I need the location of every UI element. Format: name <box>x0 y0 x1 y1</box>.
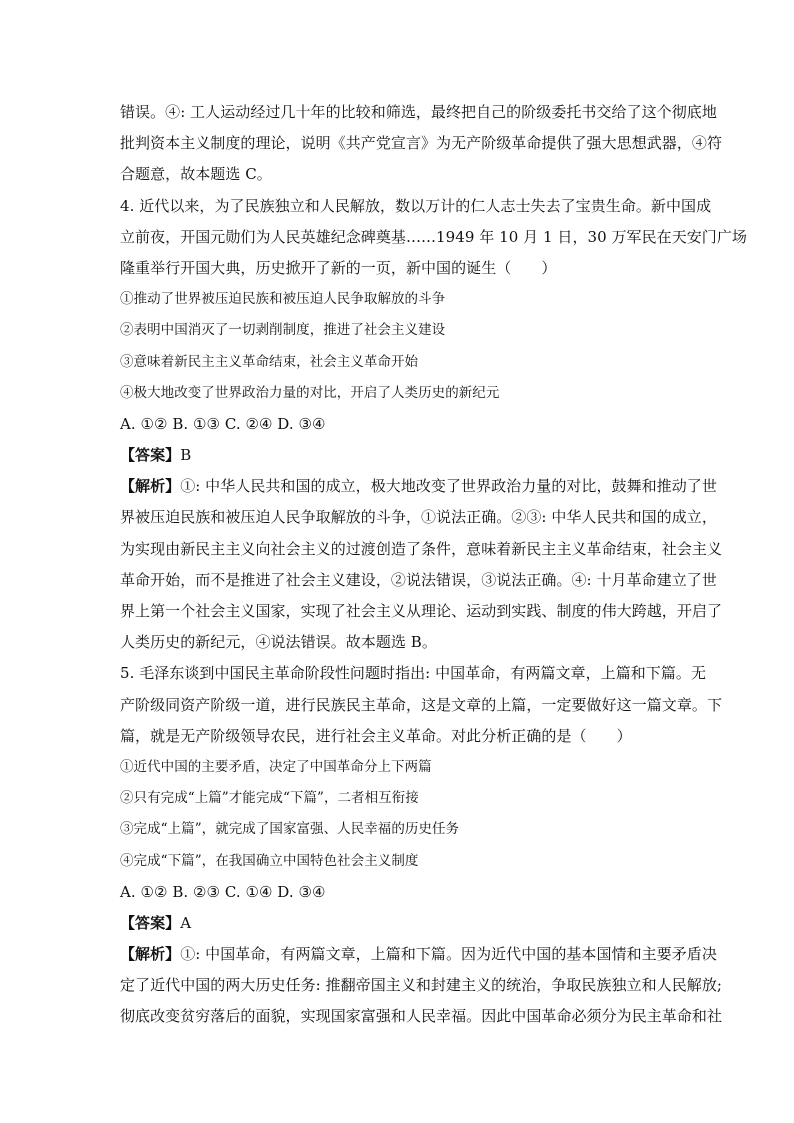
text-line: 界被压迫民族和被压迫人民争取解放的斗争，①说法正确。②③: 中华人民共和国的成立， <box>120 508 717 527</box>
question-4-option-3: ③意味着新民主主义革命结束，社会主义革命开始 <box>120 353 419 370</box>
question-4-option-4: ④极大地改变了世界政治力量的对比，开启了人类历史的新纪元 <box>120 384 500 401</box>
document-body <box>120 97 747 1033</box>
question-4-analysis: 【解析】①: 中华人民共和国的成立，极大地改变了世界政治力量的对比，鼓舞和推动了世 <box>120 477 717 496</box>
question-4-choices: A. ①② B. ①③ C. ②④ D. ③④ <box>120 414 326 433</box>
text-line: 隆重举行开国大典，历史掀开了新的一页，新中国的诞生（ ） <box>120 258 557 277</box>
question-5-option-3: ③完成“上篇”，就完成了国家富强、人民幸福的历史任务 <box>120 821 460 838</box>
question-5-option-4: ④完成“下篇”，在我国确立中国特色社会主义制度 <box>120 852 419 869</box>
question-5-answer: 【答案】A <box>120 913 192 932</box>
analysis-tag: 【解析】 <box>120 477 181 496</box>
question-4-option-2: ②表明中国消灭了一切剥削制度，推进了社会主义建设 <box>120 322 446 339</box>
analysis-tag: 【解析】 <box>120 945 181 964</box>
text-line: 彻底改变贫穷落后的面貌，实现国家富强和人民幸福。因此中国革命必须分为民主革命和社 <box>120 1007 723 1026</box>
answer-tag: 【答案】 <box>120 446 181 465</box>
question-5-option-1: ①近代中国的主要矛盾，决定了中国革命分上下两篇 <box>120 758 432 775</box>
question-5-stem: 5. 毛泽东谈到中国民主革命阶段性问题时指出: 中国革命，有两篇文章，上篇和下篇。无 <box>120 664 707 683</box>
text-line: 立前夜，开国元勋们为人民英雄纪念碑奠基……1949 年 10 月 1 日，30 万军民在天安门广场 <box>120 227 747 246</box>
text-line: 定了近代中国的两大历史任务: 推翻帝国主义和封建主义的统治，争取民族独立和人民解放; <box>120 976 722 995</box>
question-5-choices: A. ①② B. ②③ C. ①④ D. ③④ <box>120 882 326 901</box>
question-4-answer: 【答案】B <box>120 446 192 465</box>
text-line: 为实现由新民主主义向社会主义的过渡创造了条件，意味着新民主主义革命结束，社会主义 <box>120 539 723 558</box>
text-line: 错误。④: 工人运动经过几十年的比较和筛选，最终把自己的阶级委托书交给了这个彻底地 <box>120 103 717 121</box>
text-line: 人类历史的新纪元，④说法错误。故本题选 B。 <box>120 633 437 652</box>
text-line: 革命开始，而不是推进了社会主义建设，②说法错误，③说法正确。④: 十月革命建立了世 <box>120 570 717 589</box>
text-line: 篇，就是无产阶级领导农民，进行社会主义革命。对此分析正确的是（ ） <box>120 726 632 745</box>
text-line: 合题意，故本题选 C。 <box>120 165 272 184</box>
text-line: 界上第一个社会主义国家，实现了社会主义从理论、运动到实践、制度的伟大跨越，开启了 <box>120 602 723 620</box>
question-5-option-2: ②只有完成“上篇”才能完成“下篇”，二者相互衔接 <box>120 790 419 807</box>
answer-tag: 【答案】 <box>120 913 181 932</box>
question-4-stem: 4. 近代以来，为了民族独立和人民解放，数以万计的仁人志士失去了宝贵生命。新中国成 <box>120 196 712 215</box>
question-4-option-1: ①推动了世界被压迫民族和被压迫人民争取解放的斗争 <box>120 291 446 308</box>
text-line: 产阶级同资产阶级一道，进行民族民主革命，这是文章的上篇，一定要做好这一篇文章。下 <box>120 695 723 714</box>
text-line: 批判资本主义制度的理论，说明《共产党宣言》为无产阶级革命提供了强大思想武器，④符 <box>120 134 723 153</box>
question-5-analysis: 【解析】①: 中国革命，有两篇文章，上篇和下篇。因为近代中国的基本国情和主要矛盾决 <box>120 945 717 964</box>
